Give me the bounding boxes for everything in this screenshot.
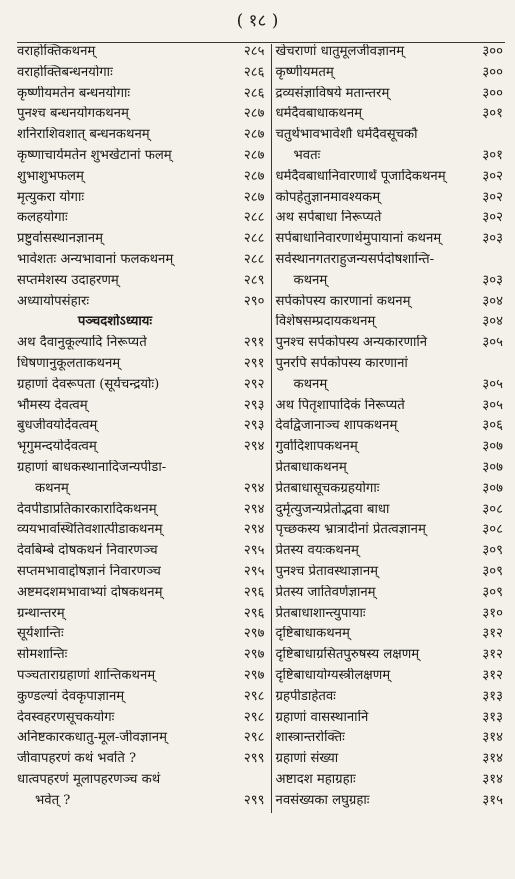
left-entry-page: २९४ <box>213 481 271 502</box>
left-entry-page: २८८ <box>213 231 271 252</box>
left-entry-title: वराहोक्तिबन्धनयोगाः <box>17 64 113 80</box>
right-entry-page: ३१० <box>482 605 503 621</box>
right-entry-page: ३०२ <box>482 210 503 226</box>
left-entry-page: २९७ <box>213 626 271 647</box>
left-entry-title: अध्यायोपसंहारः <box>17 293 90 309</box>
right-entry-page: ३०५ <box>482 397 503 413</box>
table-row <box>17 502 505 523</box>
table-row <box>17 86 505 107</box>
right-entry-title: पुनश्च सर्पकोपस्य अन्यकारणानि <box>275 335 428 351</box>
left-entry-title: भृगुमन्दयोर्देवत्वम् <box>17 439 97 455</box>
left-entry-page: २८७ <box>213 127 271 148</box>
left-entry-page: २९२ <box>213 377 271 398</box>
right-entry-page: ३०५ <box>482 335 503 351</box>
table-row <box>17 522 505 543</box>
right-entry-title: भवतः <box>293 147 321 163</box>
left-entry-title: बुधजीवयोर्देवत्वम् <box>17 418 98 434</box>
left-entry-title: धिषणानुकूलताकथनम् <box>17 355 121 371</box>
table-row <box>17 44 505 65</box>
left-entry-title: पुनश्च बन्धनयोगकथनम् <box>17 106 129 122</box>
left-entry-title: सूर्यशान्तिः <box>17 626 64 642</box>
table-row <box>17 356 505 377</box>
left-entry-page: २९८ <box>213 730 271 751</box>
table-row <box>17 252 505 273</box>
left-entry-title: ग्रहाणां बाधकस्थानादिजन्यपीडा- <box>17 459 167 475</box>
right-entry-page: ३१२ <box>482 647 503 663</box>
left-entry-page: २९१ <box>213 335 271 356</box>
left-entry-page: २९४ <box>213 439 271 460</box>
left-entry-title: सप्तमेशस्य उदाहरणम् <box>17 272 119 288</box>
left-entry-page: २८५ <box>213 44 271 65</box>
left-entry-page: २९६ <box>213 585 271 606</box>
right-entry-title: पुनरपि सर्पकोपस्य कारणानां <box>275 355 408 371</box>
left-entry-title: ग्रन्थान्तरम् <box>17 605 65 621</box>
right-entry-title: प्रेतबाधासूचकग्रहयोगाः <box>275 480 380 496</box>
left-entry-page <box>213 314 271 335</box>
left-entry-page: २८७ <box>213 169 271 190</box>
right-entry-page: ३१३ <box>482 688 503 704</box>
left-entry-page: २८९ <box>213 273 271 294</box>
table-row <box>17 793 505 814</box>
right-entry-page: ३१४ <box>482 771 503 787</box>
right-entry-title: धर्मदैवबाधानिवारणार्थं पूजादिकथनम् <box>275 168 446 184</box>
right-entry-page: ३०० <box>482 44 503 59</box>
table-row <box>17 772 505 793</box>
left-entry-page: २९४ <box>213 522 271 543</box>
left-entry-title: व्ययभावस्थितिवशात्पीडाकथनम् <box>17 522 163 538</box>
right-entry-page: ३०४ <box>482 293 503 309</box>
right-entry-title: अष्टादश महाग्रहाः <box>275 771 356 787</box>
right-entry-page: ३०० <box>482 64 503 80</box>
left-entry-page: २९३ <box>213 398 271 419</box>
left-entry-title: कृष्णीयमतेन बन्धनयोगाः <box>17 85 131 101</box>
right-entry-title: प्रेतबाधाकथनम् <box>275 459 347 475</box>
right-entry-page: ३१३ <box>482 709 503 725</box>
left-entry-title: देवस्वहरणसूचकयोगः <box>17 709 115 725</box>
left-entry-page: २९० <box>213 294 271 315</box>
right-entry-title: देवद्विजानाञ्च शापकथनम् <box>275 418 398 434</box>
left-entry-title: कृष्णाचार्यमतेन शुभखेटानां फलम् <box>17 147 172 163</box>
left-entry-page: २९७ <box>213 668 271 689</box>
chapter-heading: पञ्चदशोऽध्यायः <box>77 314 153 330</box>
right-entry-title: दुर्मृत्युजन्यप्रेतोद्भवा बाधा <box>275 501 390 517</box>
left-entry-title: शुभाशुभफलम् <box>17 168 84 184</box>
left-entry-page: २९४ <box>213 502 271 523</box>
table-of-contents <box>17 44 505 813</box>
table-row <box>17 460 505 481</box>
right-entry-page: ३०९ <box>482 543 503 559</box>
left-entry-page: २८६ <box>213 86 271 107</box>
left-entry-page: २९५ <box>213 543 271 564</box>
right-entry-page: ३०७ <box>482 439 503 455</box>
left-entry-title: अनिष्टकारकधातु-मूल-जीवज्ञानम् <box>17 730 167 746</box>
right-entry-title: प्रेतबाधाशान्त्युपायाः <box>275 605 366 621</box>
right-entry-title: अथ सर्पबाधा निरूप्यते <box>275 210 382 226</box>
table-row <box>17 398 505 419</box>
left-entry-title: वराहोक्तिकथनम् <box>17 44 96 59</box>
right-entry-title: सर्वस्थानगतराहुजन्यसर्पदोषशान्ति- <box>275 251 435 267</box>
left-entry-page: २८७ <box>213 148 271 169</box>
right-entry-page: ३०७ <box>482 480 503 496</box>
table-row <box>17 668 505 689</box>
right-entry-title: सर्पकोपस्य कारणानां कथनम् <box>275 293 411 309</box>
right-entry-title: धर्मदैवबाधाकथनम् <box>275 106 363 122</box>
left-entry-title: शनिराशिवशात् बन्धनकथनम् <box>17 127 150 143</box>
table-row <box>17 273 505 294</box>
toc-body <box>17 44 505 813</box>
table-row <box>17 377 505 398</box>
right-entry-title: कोपहेतुज्ञानमावश्यकम् <box>275 189 381 205</box>
right-entry-title: पुनश्च प्रेतावस्थाज्ञानम् <box>275 563 379 579</box>
right-entry-page <box>456 356 505 377</box>
left-entry-title: सोमशान्तिः <box>17 647 68 663</box>
table-row <box>17 481 505 502</box>
left-entry-title: अष्टमदशमभावाभ्यां दोषकथनम् <box>17 584 163 600</box>
left-entry-title: मृत्युकरा योगाः <box>17 189 85 205</box>
right-entry-page: ३१२ <box>482 667 503 683</box>
table-row <box>17 190 505 211</box>
table-row <box>17 418 505 439</box>
right-entry-page: ३०८ <box>482 501 503 517</box>
right-entry-page: ३०२ <box>482 189 503 205</box>
table-row <box>17 335 505 356</box>
left-entry-page: २९७ <box>213 647 271 668</box>
right-entry-title: प्रेतस्य वयःकथनम् <box>275 543 359 559</box>
right-entry-title: पृच्छकस्य भ्रात्रादीनां प्रेतत्वज्ञानम् <box>275 522 426 538</box>
right-entry-page: ३०१ <box>482 147 503 163</box>
left-entry-page <box>213 772 271 793</box>
right-entry-page: ३०३ <box>482 272 503 288</box>
right-entry-title: गुर्वादिशापकथनम् <box>275 439 358 455</box>
left-entry-title: भवेत् ? <box>35 792 71 808</box>
right-entry-page: ३०३ <box>482 231 503 247</box>
right-entry-page: ३०६ <box>482 418 503 434</box>
left-entry-title: कथनम् <box>35 480 69 496</box>
right-entry-page: ३०४ <box>482 314 503 330</box>
right-entry-page <box>456 252 505 273</box>
right-entry-title: सर्पबाधानिवारणार्थमुपायानां कथनम् <box>275 231 442 247</box>
table-row <box>17 314 505 335</box>
right-entry-title: कथनम् <box>293 272 328 288</box>
right-entry-title: द्रव्यसंज्ञाविषये मतान्तरम् <box>275 85 390 101</box>
table-row <box>17 294 505 315</box>
left-entry-title: धात्वपहरणं मूलापहरणञ्च कथं <box>17 771 161 787</box>
left-entry-page: २८७ <box>213 190 271 211</box>
table-row <box>17 106 505 127</box>
table-row <box>17 606 505 627</box>
right-entry-page: ३१४ <box>482 730 503 746</box>
left-entry-title: ग्रहाणां देवरूपता (सूर्यचन्द्रयोः) <box>17 376 160 392</box>
right-entry-page: ३१२ <box>482 626 503 642</box>
left-entry-page: २९९ <box>213 751 271 772</box>
right-entry-title: नवसंख्यका लघुग्रहाः <box>275 792 370 808</box>
table-row <box>17 231 505 252</box>
right-entry-title: दृष्टिबाधाकथनम् <box>275 626 350 642</box>
right-entry-title: चतुर्थभावभावेशौ धर्मदैवसूचकौ <box>275 127 418 143</box>
table-row <box>17 751 505 772</box>
right-entry-title: दृष्टिबाधाग्रसितपुरुषस्य लक्षणम् <box>275 647 420 663</box>
right-entry-page <box>456 127 505 148</box>
right-entry-title: कथनम् <box>293 376 328 392</box>
right-entry-page: ३०२ <box>482 168 503 184</box>
left-entry-title: प्रष्टुर्वासस्थानज्ञानम् <box>17 231 103 247</box>
table-row <box>17 626 505 647</box>
table-row <box>17 439 505 460</box>
table-row <box>17 543 505 564</box>
table-row <box>17 710 505 731</box>
right-entry-page: ३१४ <box>482 751 503 767</box>
left-entry-title: अथ दैवानुकूल्यादि निरूप्यते <box>17 335 147 351</box>
right-entry-title: कृष्णीयमतम् <box>275 64 334 80</box>
left-entry-page: २९५ <box>213 564 271 585</box>
table-row <box>17 689 505 710</box>
left-entry-page: २९१ <box>213 356 271 377</box>
table-row <box>17 148 505 169</box>
right-entry-page: ३०० <box>482 85 503 101</box>
table-row <box>17 65 505 86</box>
right-entry-title: प्रेतस्य जातिवर्णज्ञानम् <box>275 584 376 600</box>
right-entry-page: ३०८ <box>482 522 503 538</box>
left-entry-page: २९३ <box>213 418 271 439</box>
right-entry-title: ग्रहपीडाहेतवः <box>275 688 336 704</box>
right-entry-page: ३०९ <box>482 584 503 600</box>
left-entry-page: २८७ <box>213 106 271 127</box>
table-row <box>17 169 505 190</box>
left-entry-page: २९९ <box>213 793 271 814</box>
right-entry-title: अथ पितृशापादिकं निरूप्यते <box>275 397 405 413</box>
right-entry-page: ३०१ <box>482 106 503 122</box>
left-entry-title: देवबिम्बे दोषकथनं निवारणञ्च <box>17 543 158 559</box>
right-entry-page: ३०९ <box>482 563 503 579</box>
top-rule <box>17 42 505 43</box>
left-entry-page <box>213 460 271 481</box>
left-entry-title: सप्तमभावाद्दोषज्ञानं निवारणञ्च <box>17 563 161 579</box>
table-row <box>17 647 505 668</box>
left-entry-title: भौमस्य देवत्वम् <box>17 397 88 413</box>
right-entry-page: ३१५ <box>482 792 503 808</box>
right-entry-page: ३०७ <box>482 459 503 475</box>
left-entry-page: २९६ <box>213 606 271 627</box>
left-entry-page: २९८ <box>213 689 271 710</box>
left-entry-title: पञ्चताराग्रहाणां शान्तिकथनम् <box>17 667 156 683</box>
table-row <box>17 585 505 606</box>
right-entry-title: शास्त्रान्तरोक्तिः <box>275 730 345 746</box>
left-entry-title: जीवापहरणं कथं भवति ? <box>17 751 137 767</box>
right-entry-title: ग्रहाणां संख्या <box>275 751 339 767</box>
right-entry-page: ३०५ <box>482 376 503 392</box>
left-entry-title: भावेशतः अन्यभावानां फलकथनम् <box>17 251 174 267</box>
left-entry-page: २८८ <box>213 252 271 273</box>
table-row <box>17 730 505 751</box>
left-entry-title: कलहयोगाः <box>17 210 68 226</box>
left-entry-page: २९८ <box>213 710 271 731</box>
right-entry-title: विशेषसम्प्रदायकथनम् <box>275 314 376 330</box>
table-row <box>17 564 505 585</box>
left-entry-page: २८६ <box>213 65 271 86</box>
left-entry-title: कुण्डल्यां देवकृपाज्ञानम् <box>17 688 125 704</box>
left-entry-title: देवपीडाप्रतिकारकारादिकथनम् <box>17 501 157 517</box>
right-entry-title: दृष्टिबाधायोग्यस्त्रीलक्षणम् <box>275 667 391 683</box>
table-row <box>17 127 505 148</box>
table-row <box>17 210 505 231</box>
left-entry-page: २८८ <box>213 210 271 231</box>
page-number: ( १८ ) <box>236 11 279 31</box>
right-entry-title: ग्रहाणां वासस्थानानि <box>275 709 369 725</box>
right-entry-title: खेचराणां धातुमूलजीवज्ञानम् <box>275 44 405 59</box>
